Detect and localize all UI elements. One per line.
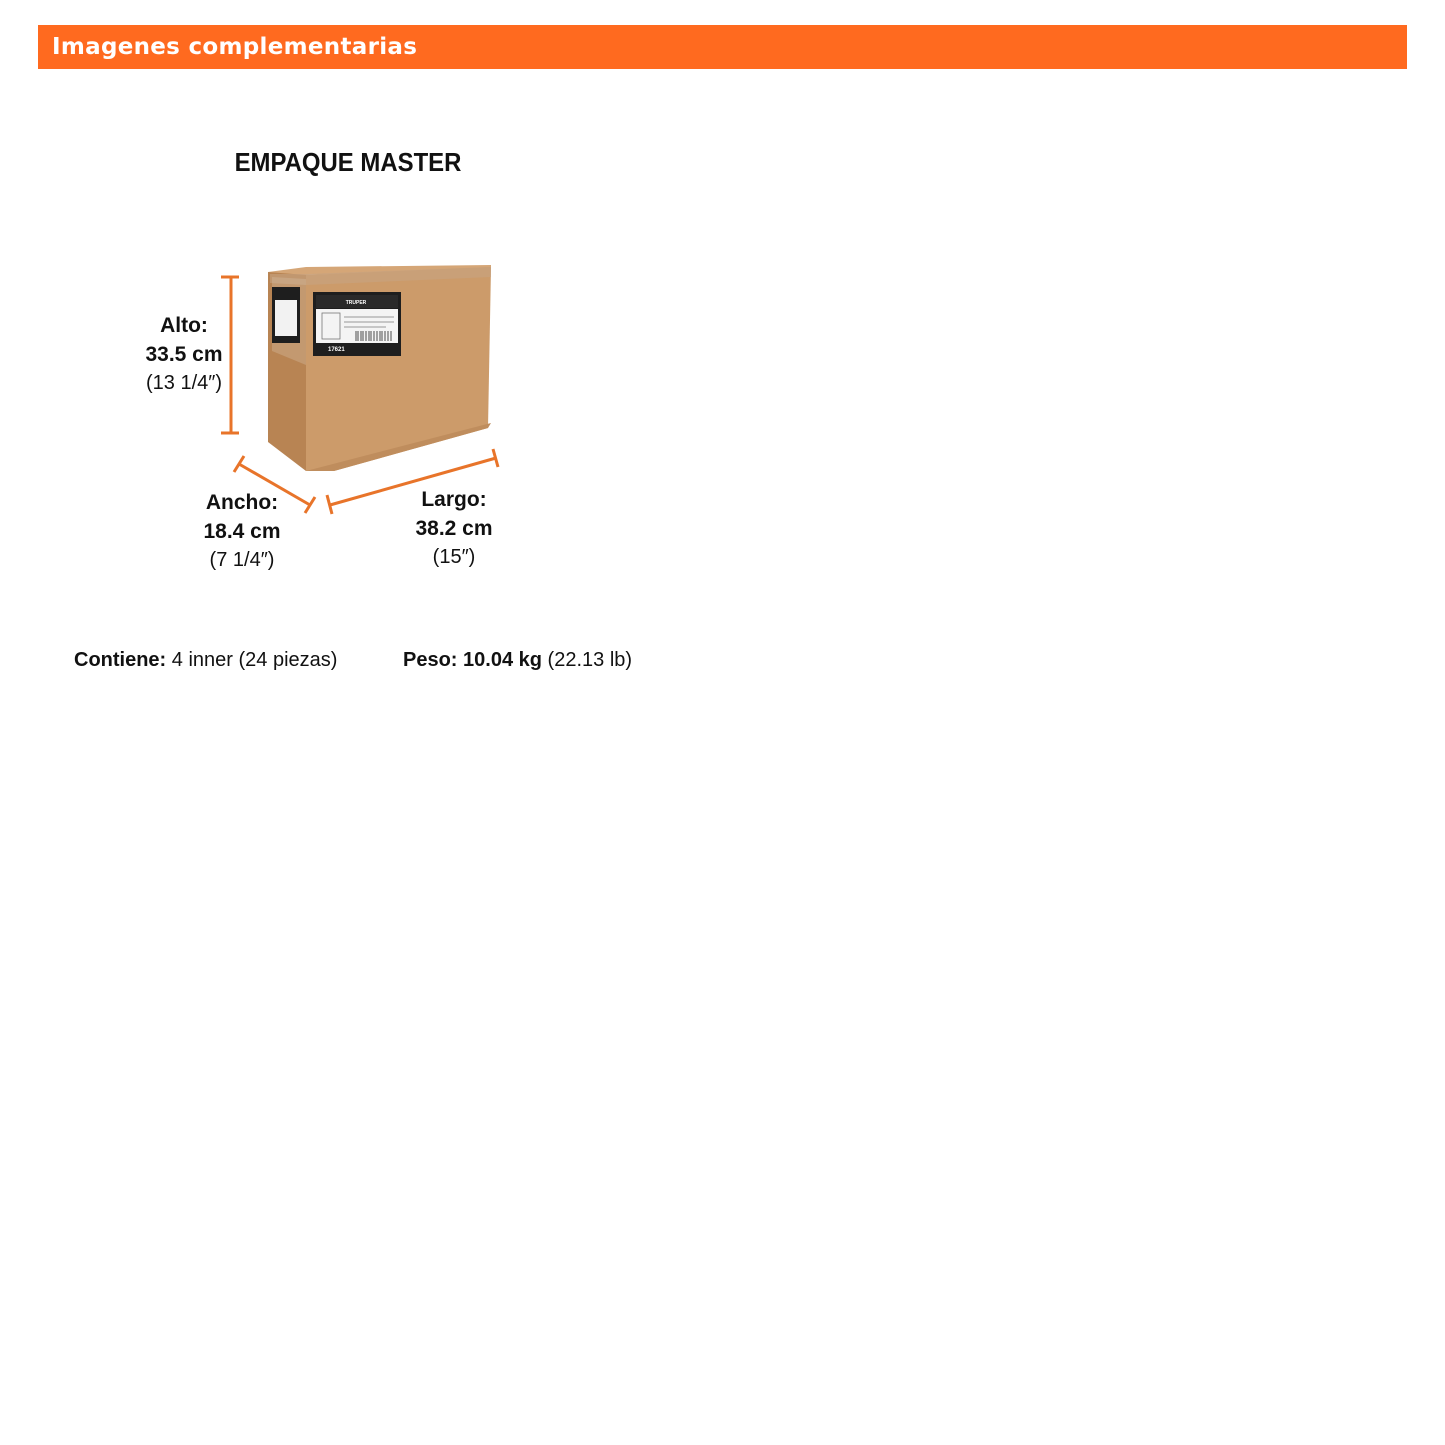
contiene-label: Contiene: <box>74 649 167 671</box>
section-title: EMPAQUE MASTER <box>234 147 462 177</box>
peso-value: 10.04 kg <box>463 649 542 671</box>
front-label <box>313 292 401 356</box>
label-code: 17621 <box>328 347 345 353</box>
largo-imperial: (15″) <box>432 546 476 568</box>
largo-label: Largo: <box>421 488 487 511</box>
alto-imperial: (13 1/4″) <box>145 372 222 394</box>
dimension-alto <box>128 311 240 398</box>
alto-value: 33.5 cm <box>145 343 223 366</box>
dimension-largo <box>398 485 510 572</box>
svg-text:TRUPER: TRUPER <box>345 300 367 306</box>
contiene-value: 4 inner (24 piezas) <box>171 649 338 671</box>
dimension-ancho <box>186 488 298 575</box>
ancho-imperial: (7 1/4″) <box>209 549 275 571</box>
header-bar <box>38 25 1407 69</box>
contiene-info <box>74 649 337 672</box>
ancho-value: 18.4 cm <box>203 520 281 543</box>
alto-label: Alto: <box>160 314 208 337</box>
peso-imperial: (22.13 lb) <box>547 649 633 671</box>
peso-label: Peso: <box>403 649 458 671</box>
largo-value: 38.2 cm <box>415 517 493 540</box>
ancho-label: Ancho: <box>205 491 279 514</box>
peso-info <box>403 649 632 672</box>
header-title: Imagenes complementarias <box>52 34 418 60</box>
